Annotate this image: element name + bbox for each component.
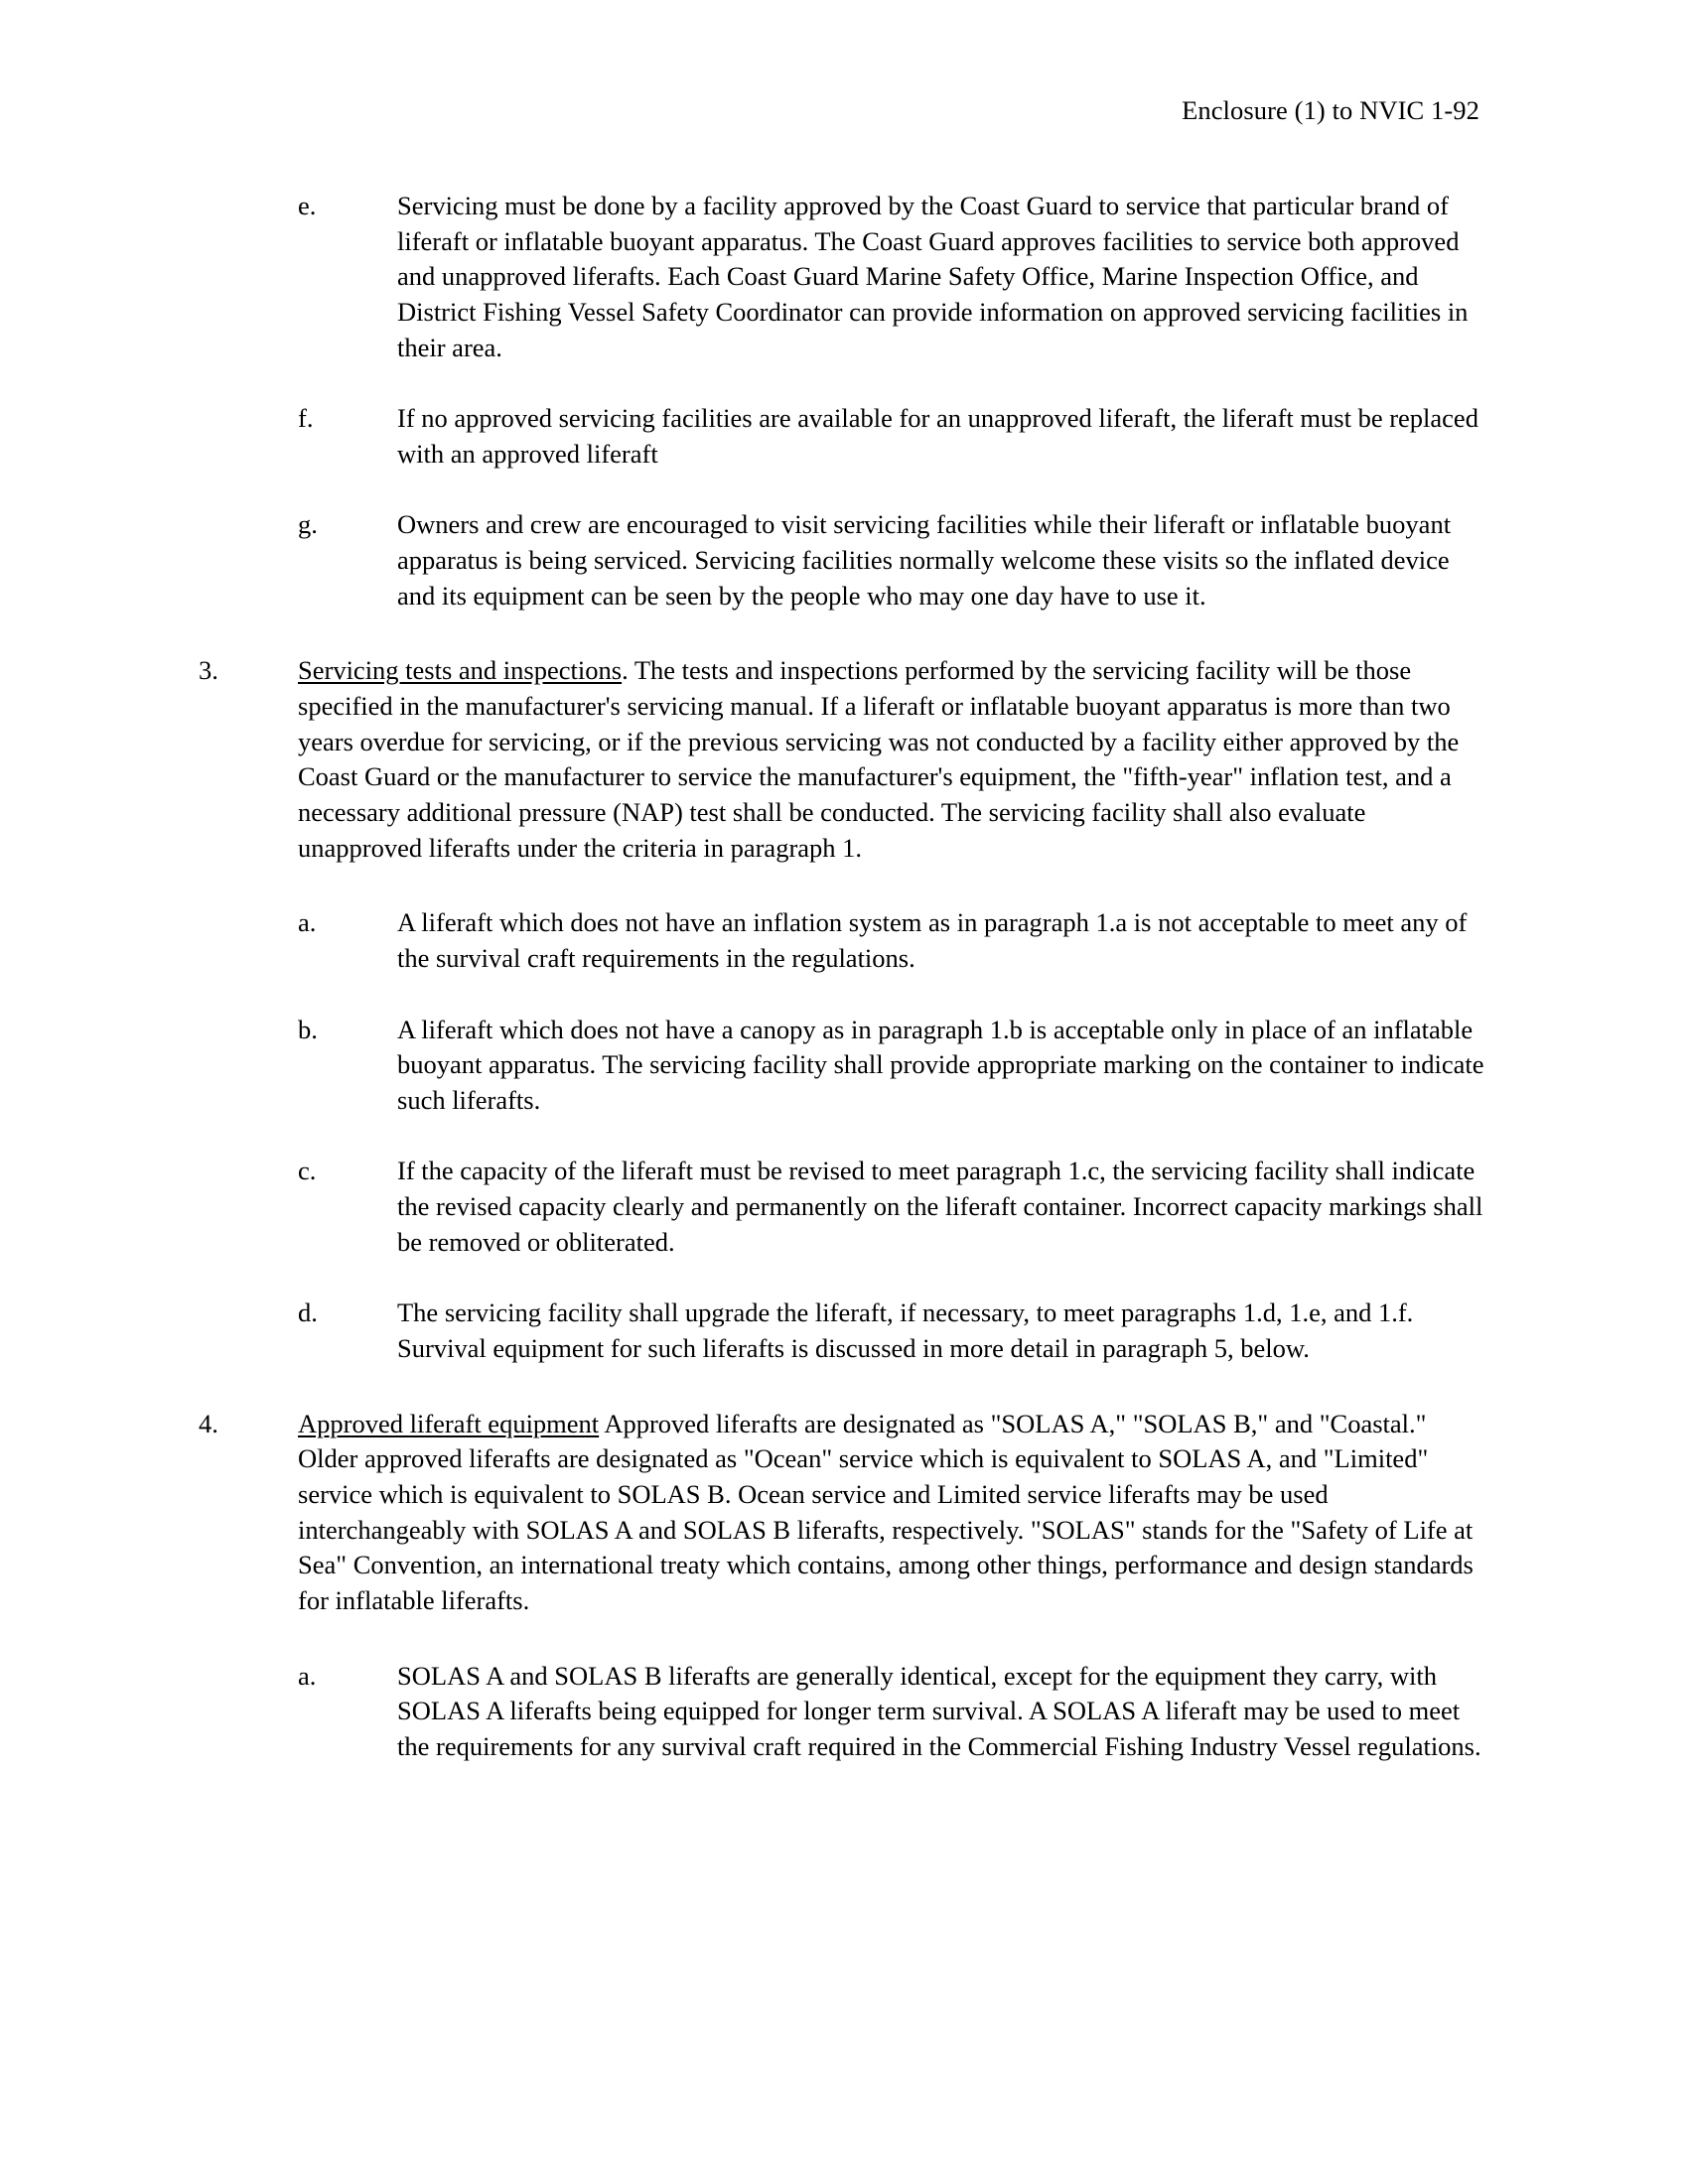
list-item-text — [397, 401, 1484, 472]
numbered-paragraph — [199, 1407, 1484, 1619]
spacer — [199, 365, 1484, 401]
list-item-body: If no approved servicing facilities are available for an unapproved liferaft, the liferaft must be replaced with an approved liferaft — [397, 403, 1478, 469]
list-item — [199, 1659, 1484, 1765]
list-item-marker: g. — [298, 509, 318, 540]
spacer — [199, 472, 1484, 507]
paragraph-body: Approved liferafts are designated as "SOLAS A," "SOLAS B," and "Coastal." Older approved liferafts are designated as "Ocean" service which is equivalent to SOLAS A, and "Limited" service which is equivalent to SOLAS B. Ocean service and Limited service liferafts may be used interchangeably with SOLAS A and SOLAS B liferafts, respectively. "SOLAS" stands for the "Safety of Life at Sea" Convention, an international treaty which contains, among other things, performance and design standards for inflatable liferafts. — [298, 1408, 1474, 1615]
list-item — [199, 905, 1484, 976]
spacer — [199, 1619, 1484, 1659]
list-item-body: A liferaft which does not have a canopy as in paragraph 1.b is acceptable only in place of an inflatable buoyant apparatus. The servicing facility shall provide appropriate marking on the container to indicate such liferafts. — [397, 1014, 1484, 1115]
paragraph-body: . The tests and inspections performed by the servicing facility will be those specified in the manufacturer's servicing manual. If a liferaft or inflatable buoyant apparatus is more than two years overdue for servicing, or if the previous servicing was not conducted by a facility either approved by the Coast Guard or the manufacturer to service the manufacturer's equipment, the "fifth-year" inflation test, and a necessary additional pressure (NAP) test shall be conducted. The servicing facility shall also evaluate unapproved liferafts under the criteria in paragraph 1. — [298, 655, 1460, 863]
numbered-paragraph-text — [298, 1407, 1484, 1619]
list-item-marker: b. — [298, 1014, 318, 1044]
document-body — [199, 189, 1484, 1764]
spacer — [199, 977, 1484, 1013]
list-item-marker: c. — [298, 1156, 317, 1186]
list-item-body: The servicing facility shall upgrade the liferaft, if necessary, to meet paragraphs 1.d, 1.e, and 1.f. Survival equipment for such liferafts is discussed in more detail in paragraph 5, below. — [397, 1297, 1414, 1364]
list-item-text — [397, 189, 1484, 365]
spacer — [199, 866, 1484, 905]
numbered-paragraph — [199, 653, 1484, 866]
spacer — [199, 1260, 1484, 1296]
page-header: Enclosure (1) to NVIC 1-92 — [1182, 95, 1479, 125]
list-item-marker: a. — [298, 907, 317, 938]
numbered-paragraph-marker: 3. — [199, 655, 218, 686]
list-item — [199, 507, 1484, 614]
list-item-body: Servicing must be done by a facility approved by the Coast Guard to service that particular brand of liferaft or inflatable buoyant apparatus. The Coast Guard approves facilities to service both approved and unapproved liferafts. Each Coast Guard Marine Safety Office, Marine Inspection Office, and District Fishing Vessel Safety Coordinator can provide information on approved servicing facilities in their area. — [397, 191, 1469, 362]
paragraph-heading: Servicing tests and inspections — [298, 655, 623, 686]
list-item — [199, 189, 1484, 365]
numbered-paragraph-marker: 4. — [199, 1408, 218, 1438]
spacer — [199, 614, 1484, 653]
list-item-marker: e. — [298, 191, 317, 220]
list-item-text — [397, 1013, 1484, 1119]
list-item — [199, 1013, 1484, 1119]
list-item — [199, 1154, 1484, 1260]
spacer — [199, 1118, 1484, 1154]
list-item — [199, 401, 1484, 472]
list-item — [199, 1296, 1484, 1366]
paragraph-heading: Approved liferaft equipment — [298, 1408, 600, 1438]
numbered-paragraph-text — [298, 653, 1484, 866]
list-item-body: SOLAS A and SOLAS B liferafts are generally identical, except for the equipment they carry, with SOLAS A liferafts being equipped for longer term survival. A SOLAS A liferaft may be used to meet the requirements for any survival craft required in the Commercial Fishing Industry Vessel regulations. — [397, 1660, 1481, 1761]
list-item-marker: d. — [298, 1297, 318, 1328]
list-item-body: Owners and crew are encouraged to visit servicing facilities while their liferaft or inflatable buoyant apparatus is being serviced. Servicing facilities normally welcome these visits so the inflated device and its equipment can be seen by the people who may one day have to use it. — [397, 509, 1452, 611]
spacer — [199, 1367, 1484, 1407]
list-item-marker: f. — [298, 403, 314, 434]
list-item-text — [397, 1154, 1484, 1260]
list-item-marker: a. — [298, 1660, 317, 1691]
list-item-text — [397, 1296, 1484, 1366]
list-item-text — [397, 507, 1484, 614]
list-item-text — [397, 905, 1484, 976]
list-item-text — [397, 1659, 1484, 1765]
list-item-body: If the capacity of the liferaft must be revised to meet paragraph 1.c, the servicing facility shall indicate the revised capacity clearly and permanently on the liferaft container. Incorrect capacity markings shall be removed or obliterated. — [397, 1156, 1483, 1257]
list-item-body: A liferaft which does not have an inflation system as in paragraph 1.a is not acceptable to meet any of the survival craft requirements in the regulations. — [397, 907, 1468, 973]
